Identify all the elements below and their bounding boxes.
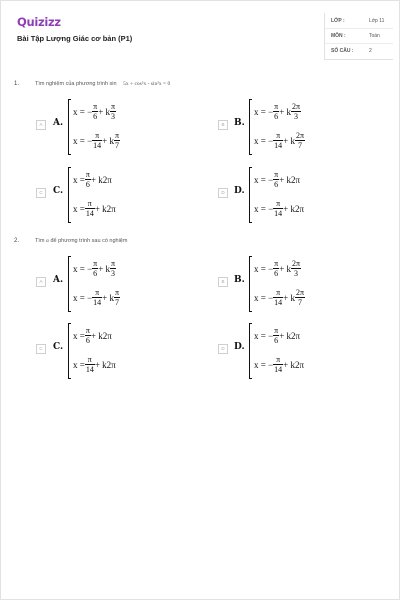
formula-lhs: x = −: [254, 135, 274, 146]
formula-line: [73, 285, 120, 309]
option-checkbox[interactable]: D: [218, 188, 228, 198]
formula-lhs: x =: [73, 330, 85, 341]
denominator: 6: [274, 180, 279, 190]
fraction: [295, 131, 305, 150]
meta-value: 2: [369, 48, 372, 54]
numerator: 2π: [295, 288, 305, 298]
denominator: 6: [93, 112, 98, 122]
numerator: π: [93, 102, 98, 112]
numerator: π: [85, 199, 95, 209]
fraction: [92, 131, 102, 150]
formula-line: [73, 167, 112, 191]
option-letter: A.: [53, 118, 64, 128]
numerator: π: [92, 288, 102, 298]
question-number: 2.: [14, 238, 20, 244]
numerator: π: [85, 326, 90, 336]
bracket: [249, 323, 252, 379]
denominator: 6: [85, 180, 90, 190]
bracket: [68, 323, 71, 379]
formula-period: + k2π: [279, 330, 301, 341]
quizizz-logo: Quizizz: [17, 15, 61, 29]
formula-lhs: x = −: [254, 292, 274, 303]
fraction: [110, 259, 116, 278]
divider: [325, 28, 393, 29]
bracket: [249, 99, 252, 155]
numerator: 2π: [292, 259, 301, 269]
numerator: π: [114, 131, 120, 141]
formula-lhs: x = −: [73, 292, 93, 303]
denominator: 14: [274, 141, 283, 151]
formula-line: [254, 167, 300, 191]
fraction: [295, 288, 305, 307]
option-letter: C.: [53, 186, 64, 196]
option-formula: [68, 256, 158, 312]
meta-key: SỐ CÂU :: [331, 48, 354, 54]
formula-term: + k: [102, 135, 114, 146]
option-letter: B.: [234, 275, 245, 285]
meta-box: [324, 13, 393, 60]
numerator: π: [85, 170, 90, 180]
formula-lhs: x = −: [254, 359, 274, 370]
bracket: [249, 256, 252, 312]
option-checkbox[interactable]: C: [36, 344, 46, 354]
denominator: 6: [274, 269, 279, 279]
denominator: 14: [93, 141, 102, 151]
fraction: [291, 102, 301, 121]
fraction: [92, 288, 102, 307]
denominator: 14: [274, 298, 283, 308]
formula-lhs: x = −: [254, 330, 274, 341]
fraction: [273, 288, 283, 307]
formula-period: + k2π: [94, 359, 116, 370]
formula-term: + k: [279, 106, 292, 117]
fraction: [114, 131, 120, 150]
option-checkbox[interactable]: A: [36, 120, 46, 130]
denominator: 7: [115, 298, 119, 308]
numerator: 2π: [292, 102, 301, 112]
worksheet-title: Bài Tập Lượng Giác cơ bản (P1): [17, 34, 133, 43]
bracket: [68, 167, 71, 223]
formula-lhs: x = −: [73, 106, 93, 117]
question-expression: 5x + cos²x - sin²x = 0: [123, 81, 171, 87]
numerator: π: [111, 102, 116, 112]
question-text: [35, 81, 170, 87]
meta-value: Lớp 11: [369, 18, 385, 24]
denominator: 3: [294, 269, 299, 279]
numerator: π: [273, 288, 283, 298]
formula-period: + k2π: [279, 174, 301, 185]
formula-line: [73, 323, 112, 347]
denominator: 14: [85, 209, 94, 219]
numerator: 2π: [295, 131, 305, 141]
question-number: 1.: [14, 81, 20, 87]
option-formula: [249, 167, 339, 223]
formula-period: + k2π: [90, 174, 112, 185]
formula-line: [254, 323, 300, 347]
meta-value: Toán: [369, 33, 380, 39]
option-formula: [249, 256, 339, 312]
numerator: π: [93, 259, 98, 269]
question-text: [35, 238, 127, 244]
denominator: 6: [274, 336, 279, 346]
option-checkbox[interactable]: D: [218, 344, 228, 354]
option-letter: B.: [234, 118, 245, 128]
formula-period: + k2π: [283, 359, 305, 370]
fraction: [291, 259, 301, 278]
question-prefix: Tìm: [35, 238, 45, 244]
option-letter: D.: [234, 186, 245, 196]
question-prefix: Tìm nghiệm của phương trình sin: [35, 81, 117, 87]
meta-key: LỚP :: [331, 18, 345, 24]
formula-line: [73, 196, 116, 220]
question-suffix: để phương trình sau có nghiệm: [50, 238, 128, 244]
option-letter: C.: [53, 342, 64, 352]
formula-lhs: x = −: [254, 203, 274, 214]
option-checkbox[interactable]: B: [218, 120, 228, 130]
formula-line: [73, 128, 120, 152]
formula-line: [73, 256, 116, 280]
bracket: [249, 167, 252, 223]
option-formula: [68, 167, 158, 223]
fraction: [273, 131, 283, 150]
formula-line: [254, 128, 305, 152]
formula-term: + k: [283, 292, 295, 303]
denominator: 14: [274, 365, 283, 375]
option-checkbox[interactable]: B: [218, 277, 228, 287]
divider: [325, 43, 393, 44]
formula-line: [254, 196, 304, 220]
formula-term: + k: [283, 135, 295, 146]
denominator: 6: [85, 336, 90, 346]
formula-lhs: x = −: [254, 106, 274, 117]
fraction: [85, 355, 95, 374]
formula-lhs: x =: [73, 359, 85, 370]
denominator: 3: [111, 112, 116, 122]
bracket: [68, 99, 71, 155]
fraction: [85, 199, 95, 218]
denominator: 14: [274, 209, 283, 219]
formula-line: [254, 352, 304, 376]
option-letter: D.: [234, 342, 245, 352]
fraction: [273, 355, 283, 374]
numerator: π: [114, 288, 120, 298]
denominator: 14: [85, 365, 94, 375]
formula-term: + k: [279, 263, 292, 274]
formula-line: [254, 99, 301, 123]
numerator: π: [111, 259, 116, 269]
denominator: 7: [298, 141, 302, 151]
formula-line: [73, 352, 116, 376]
denominator: 6: [93, 269, 98, 279]
formula-lhs: x = −: [254, 174, 274, 185]
numerator: π: [273, 355, 283, 365]
formula-term: + k: [98, 263, 111, 274]
formula-period: + k2π: [90, 330, 112, 341]
denominator: 3: [111, 269, 116, 279]
numerator: π: [274, 326, 279, 336]
formula-line: [254, 285, 305, 309]
option-checkbox[interactable]: A: [36, 277, 46, 287]
fraction: [273, 199, 283, 218]
bracket: [68, 256, 71, 312]
numerator: π: [85, 355, 95, 365]
numerator: π: [274, 102, 279, 112]
fraction: [110, 102, 116, 121]
denominator: 7: [115, 141, 119, 151]
denominator: 3: [294, 112, 299, 122]
option-checkbox[interactable]: C: [36, 188, 46, 198]
option-formula: [249, 99, 339, 155]
formula-line: [254, 256, 301, 280]
formula-period: + k2π: [283, 203, 305, 214]
formula-term: + k: [98, 106, 111, 117]
option-formula: [68, 99, 158, 155]
denominator: 14: [93, 298, 102, 308]
formula-term: + k: [102, 292, 114, 303]
numerator: π: [92, 131, 102, 141]
formula-lhs: x = −: [73, 135, 93, 146]
question-expression: α: [46, 238, 49, 244]
formula-lhs: x =: [73, 203, 85, 214]
numerator: π: [273, 199, 283, 209]
numerator: π: [273, 131, 283, 141]
formula-lhs: x = −: [73, 263, 93, 274]
fraction: [114, 288, 120, 307]
formula-line: [73, 99, 116, 123]
option-formula: [249, 323, 339, 379]
formula-lhs: x = −: [254, 263, 274, 274]
formula-lhs: x =: [73, 174, 85, 185]
denominator: 7: [298, 298, 302, 308]
formula-period: + k2π: [94, 203, 116, 214]
meta-key: MÔN :: [331, 33, 346, 39]
option-letter: A.: [53, 275, 64, 285]
numerator: π: [274, 259, 279, 269]
option-formula: [68, 323, 158, 379]
numerator: π: [274, 170, 279, 180]
denominator: 6: [274, 112, 279, 122]
